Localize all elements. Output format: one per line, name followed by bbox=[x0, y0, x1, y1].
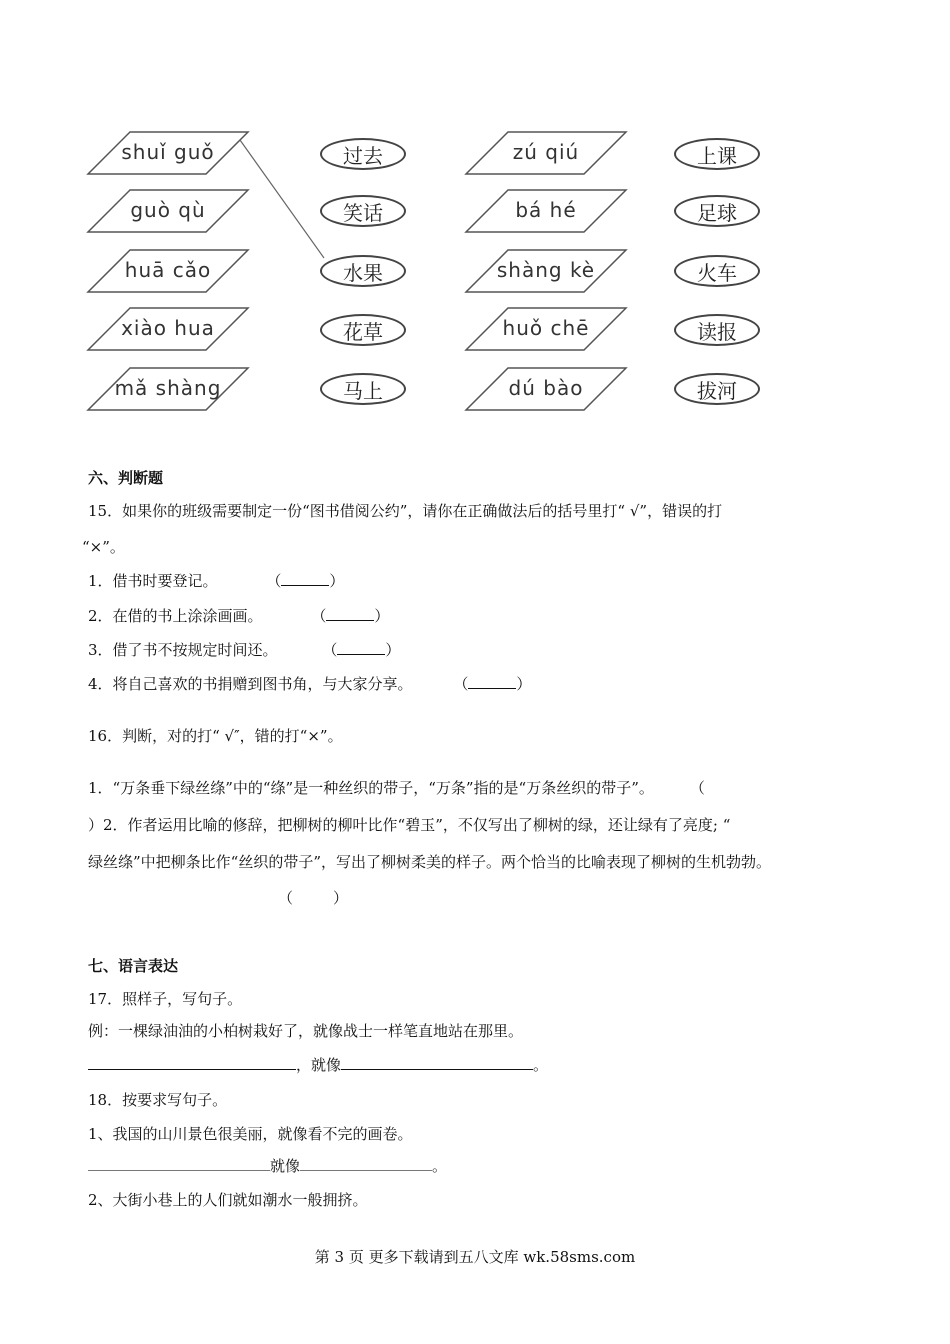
q18-answer-line bbox=[88, 1156, 447, 1176]
q15-item-3-text: 3．借了书不按规定时间还。 bbox=[88, 641, 278, 659]
word-oval-shuiguo: 水果 bbox=[320, 255, 406, 287]
answer-blank-2[interactable] bbox=[326, 606, 374, 621]
pinyin-shang-ke: shàng kè bbox=[496, 258, 596, 282]
q18-item-1: 1、我国的山川景色很美丽，就像看不完的画卷。 bbox=[88, 1125, 413, 1143]
word-oval-shangke: 上课 bbox=[674, 138, 760, 170]
word-oval-huoche: 火车 bbox=[674, 255, 760, 287]
paren-close: ） bbox=[329, 572, 345, 590]
answer-blank-3[interactable] bbox=[337, 640, 385, 655]
pinyin-ma-shang: mǎ shàng bbox=[114, 376, 222, 400]
answer-blank-1[interactable] bbox=[281, 571, 329, 586]
word-oval-dubao: 读报 bbox=[674, 314, 760, 346]
answer-blank-4[interactable] bbox=[468, 674, 516, 689]
pinyin-shui-guo: shuǐ guǒ bbox=[121, 140, 215, 164]
paren-open: （ bbox=[311, 607, 327, 625]
q17-blank-2[interactable] bbox=[341, 1055, 533, 1070]
paren-open: （ bbox=[278, 889, 294, 907]
paren-close: ） bbox=[374, 607, 390, 625]
pinyin-xiao-hua: xiào hua bbox=[121, 316, 215, 340]
word-oval-guoqu: 过去 bbox=[320, 138, 406, 170]
paren-close: ） bbox=[516, 675, 532, 693]
section-7-title: 七、语言表达 bbox=[88, 957, 179, 975]
paren-close: ） bbox=[385, 641, 401, 659]
q15-item-1-text: 1．借书时要登记。 bbox=[88, 572, 218, 590]
pinyin-guo-qu: guò qù bbox=[130, 198, 206, 222]
q15-item-4-text: 4．将自己喜欢的书捐赠到图书角，与大家分享。 bbox=[88, 675, 413, 693]
page-footer: 第 3 页 更多下载请到五八文库 wk.58sms.com bbox=[314, 1248, 636, 1266]
q18-mid-text: 就像 bbox=[270, 1157, 301, 1175]
q16-line2: ）2．作者运用比喻的修辞，把柳树的柳叶比作“碧玉”，不仅写出了柳树的绿，还让绿有了亮度; “ bbox=[88, 816, 731, 834]
q17-stem: 17．照样子，写句子。 bbox=[88, 990, 243, 1008]
pinyin-matching-figure bbox=[80, 118, 800, 418]
paren-open: （ bbox=[266, 572, 282, 590]
example-match-line bbox=[240, 140, 324, 258]
q16-line1 bbox=[88, 778, 705, 798]
q15-item-3 bbox=[88, 640, 400, 660]
word-oval-zuqiu: 足球 bbox=[674, 195, 760, 227]
paren-open: （ bbox=[689, 779, 705, 797]
q15-item-2-text: 2．在借的书上涂涂画画。 bbox=[88, 607, 263, 625]
q18-item-2: 2、大街小巷上的人们就如潮水一般拥挤。 bbox=[88, 1191, 368, 1209]
q15-stem-line2: “×”。 bbox=[82, 538, 125, 556]
word-oval-xiaohua: 笑话 bbox=[320, 195, 406, 227]
q17-blank-1[interactable] bbox=[88, 1055, 296, 1070]
q17-end-text: 。 bbox=[533, 1056, 549, 1074]
q18-blank-2[interactable] bbox=[300, 1156, 432, 1171]
q17-example: 例：一棵绿油油的小柏树栽好了，就像战士一样笔直地站在那里。 bbox=[88, 1022, 524, 1040]
q15-stem-line1: 15．如果你的班级需要制定一份“图书借阅公约”，请你在正确做法后的括号里打“ √”，错误的打 bbox=[88, 502, 723, 520]
paren-open: （ bbox=[453, 675, 469, 693]
q16-line3: 绿丝绦”中把柳条比作“丝织的带子”，写出了柳树柔美的样子。两个恰当的比喻表现了柳树的生机勃勃。 bbox=[88, 853, 772, 871]
pinyin-ba-he: bá hé bbox=[515, 198, 577, 222]
q17-answer-line bbox=[88, 1055, 548, 1075]
q15-item-4 bbox=[88, 674, 531, 694]
q17-mid-text: ，就像 bbox=[296, 1056, 342, 1074]
pinyin-du-bao: dú bào bbox=[508, 376, 584, 400]
word-oval-bahe: 拔河 bbox=[674, 373, 760, 405]
q15-item-2 bbox=[88, 606, 389, 626]
pinyin-huo-che: huǒ chē bbox=[502, 316, 590, 340]
word-oval-huacao: 花草 bbox=[320, 314, 406, 346]
pinyin-hua-cao: huā cǎo bbox=[124, 258, 212, 282]
word-oval-mashang: 马上 bbox=[320, 373, 406, 405]
pinyin-zu-qiu: zú qiú bbox=[512, 140, 580, 164]
section-6-title: 六、判断题 bbox=[88, 469, 164, 487]
q18-blank-1[interactable] bbox=[88, 1156, 270, 1171]
q18-end-text: 。 bbox=[432, 1157, 448, 1175]
q15-item-1 bbox=[88, 571, 344, 591]
q16-line1-text: 1．“万条垂下绿丝绦”中的“绦”是一种丝织的带子，“万条”指的是“万条丝织的带子”。 bbox=[88, 779, 654, 797]
q16-stem: 16．判断，对的打“ √″，错的打“×”。 bbox=[88, 727, 343, 745]
q16-answer-paren[interactable] bbox=[278, 888, 348, 908]
q18-stem: 18．按要求写句子。 bbox=[88, 1091, 228, 1109]
paren-close: ） bbox=[333, 889, 349, 907]
paren-open: （ bbox=[322, 641, 338, 659]
